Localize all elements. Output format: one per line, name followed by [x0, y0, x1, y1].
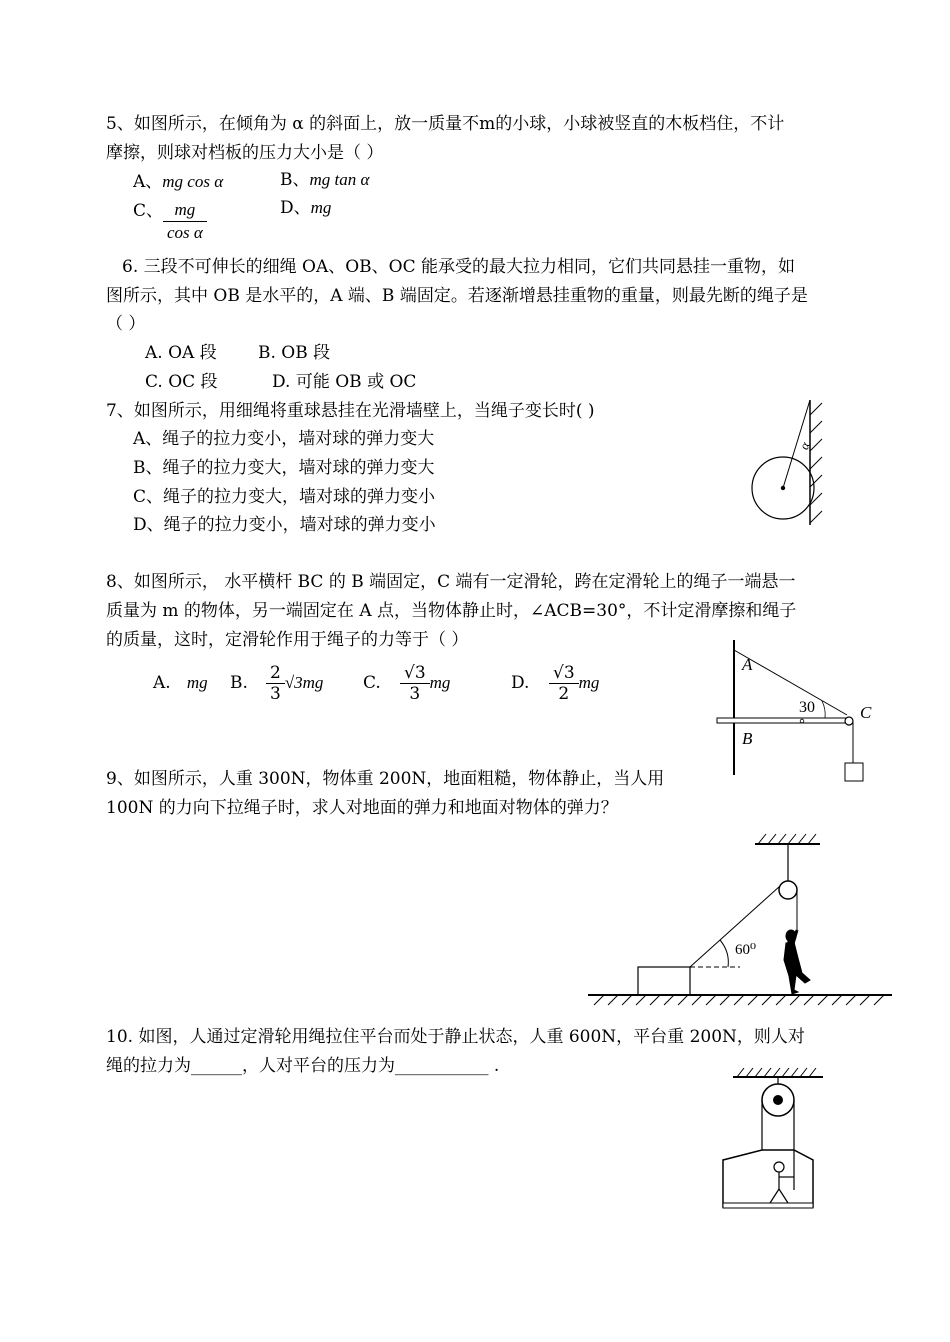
- q8-stem-line3: 的质量，这时，定滑轮作用于绳子的力等于（ ）: [106, 630, 469, 650]
- q7-figure: [745, 395, 835, 535]
- q5-option-a-label: A、: [133, 172, 163, 192]
- q8-option-d-denominator: 2: [558, 684, 570, 704]
- q9-block: [638, 967, 690, 995]
- q8-option-b-numerator: 2: [266, 663, 285, 684]
- q8-stem-line2: 质量为 m 的物体，另一端固定在 A 点，当物体静止时，∠ACB=30°，不计定滑摩擦和绳子: [106, 601, 797, 621]
- q9-person: [784, 930, 810, 994]
- q8-label-b: B: [742, 729, 753, 748]
- q8-option-b-denominator: 3: [270, 684, 281, 704]
- q5-option-a-expr: mg cos α: [162, 172, 224, 191]
- q8-option-b-label: B.: [230, 673, 248, 693]
- q6-stem-line1: 6. 三段不可伸长的细绳 OA、OB、OC 能承受的最大拉力相同，它们共同悬挂一重物，如: [122, 257, 796, 277]
- q7-wall-hatching: [810, 403, 822, 523]
- q8-label-a: A: [742, 655, 753, 674]
- q5-option-c-denominator: cos α: [167, 223, 203, 242]
- q8-option-d-label: D.: [511, 673, 530, 693]
- q8-option-c-tail: mg: [429, 673, 451, 692]
- q6-stem-line3: （ ）: [106, 314, 146, 334]
- q5-option-d-label: D、: [280, 198, 311, 218]
- q6-option-d: D. 可能 OB 或 OC: [272, 372, 417, 392]
- q8-label-c: C: [860, 703, 872, 722]
- q7-stem: 7、如图所示，用细绳将重球悬挂在光滑墙壁上，当绳子变长时( ): [106, 401, 595, 421]
- q8-angle-arc: [822, 701, 825, 718]
- q10-stem-line2: 绳的拉力为______，人对平台的压力为___________ .: [106, 1056, 500, 1076]
- q7-ball-center: [781, 486, 785, 490]
- q8-stem-line1: 8、如图所示， 水平横杆 BC 的 B 端固定，C 端有一定滑轮，跨在定滑轮上的绳子一端悬一: [106, 572, 796, 592]
- q5-option-b-expr: mg tan α: [309, 170, 370, 189]
- q9-pulley: [779, 881, 797, 899]
- q10-ceiling-hatching: [737, 1068, 816, 1077]
- q9-angle-label: 60⁰: [735, 942, 757, 958]
- q7-option-d: D、绳子的拉力变小，墙对球的弹力变小: [133, 515, 436, 535]
- q8-option-a-label: A.: [153, 673, 171, 693]
- q5-option-a: [133, 172, 223, 192]
- q8-option-d-tail: mg: [578, 673, 600, 692]
- q5-stem-line2: 摩擦，则球对档板的压力大小是（ ）: [106, 143, 384, 163]
- q5-option-c-label: C、: [133, 201, 164, 221]
- q8-angle-label: 30: [799, 699, 815, 716]
- q8-pulley: [845, 717, 853, 725]
- q6-option-a: A. OA 段: [145, 343, 217, 363]
- q9-figure: [580, 830, 900, 1010]
- q8-option-a: [153, 673, 208, 693]
- q7-option-a: A、绳子的拉力变小，墙对球的弹力变大: [133, 429, 435, 449]
- q10-platform-frame: [723, 1150, 813, 1207]
- q9-ceiling-hatching: [758, 834, 816, 844]
- q5-option-c-fraction: [163, 199, 207, 244]
- q5-option-b-label: B、: [280, 170, 310, 190]
- q5-stem-line1: 5、如图所示，在倾角为 α 的斜面上，放一质量不m的小球，小球被竖直的木板档住，不计: [106, 114, 785, 134]
- q8-option-d: [549, 663, 599, 704]
- q5-option-b: [280, 170, 369, 190]
- q9-stem-line1: 9、如图所示，人重 300N，物体重 200N，地面粗糙，物体静止，当人用: [106, 769, 665, 789]
- q9-stem-line2: 100N 的力向下拉绳子时，求人对地面的弹力和地面对物体的弹力？: [106, 798, 618, 818]
- q7-option-b: B、绳子的拉力变大，墙对球的弹力变大: [133, 458, 435, 478]
- q9-ground-hatching: [594, 995, 884, 1005]
- q5-option-c: [133, 201, 163, 221]
- q5-option-d-expr: mg: [310, 198, 332, 217]
- q8-figure: [712, 635, 882, 785]
- q8-option-c-label: C.: [363, 673, 381, 693]
- q8-option-b-tail: √3mg: [284, 673, 324, 692]
- q8-option-c-denominator: 3: [409, 684, 421, 704]
- q7-angle-label: α: [796, 439, 813, 452]
- q5-option-c-numerator: mg: [163, 199, 207, 222]
- q7-option-c: C、绳子的拉力变大，墙对球的弹力变小: [133, 487, 436, 507]
- q10-figure: [715, 1065, 825, 1215]
- q10-pulley-axle: [773, 1095, 783, 1105]
- q8-option-d-numerator: √3: [549, 663, 579, 684]
- q6-option-b: B. OB 段: [258, 343, 331, 363]
- q10-stem-line1: 10. 如图，人通过定滑轮用绳拉住平台而处于静止状态，人重 600N，平台重 200N，则人对: [106, 1027, 805, 1047]
- q10-person: [770, 1162, 794, 1203]
- q8-option-a-expr: mg: [186, 673, 208, 692]
- q8-option-c-numerator: √3: [400, 663, 430, 684]
- q8-weight: [845, 763, 863, 781]
- q8-option-c: [400, 663, 450, 704]
- q10-platform-floor: [723, 1203, 813, 1208]
- q5-option-d: [280, 198, 331, 218]
- q6-option-c: C. OC 段: [145, 372, 218, 392]
- q6-stem-line2: 图所示，其中 OB 是水平的，A 端、B 端固定。若逐渐增悬挂重物的重量，则最先断的绳子是: [106, 286, 808, 306]
- q8-option-b: [266, 663, 323, 704]
- q8-rod-bc: [717, 718, 847, 723]
- q9-angle-arc: [720, 940, 728, 967]
